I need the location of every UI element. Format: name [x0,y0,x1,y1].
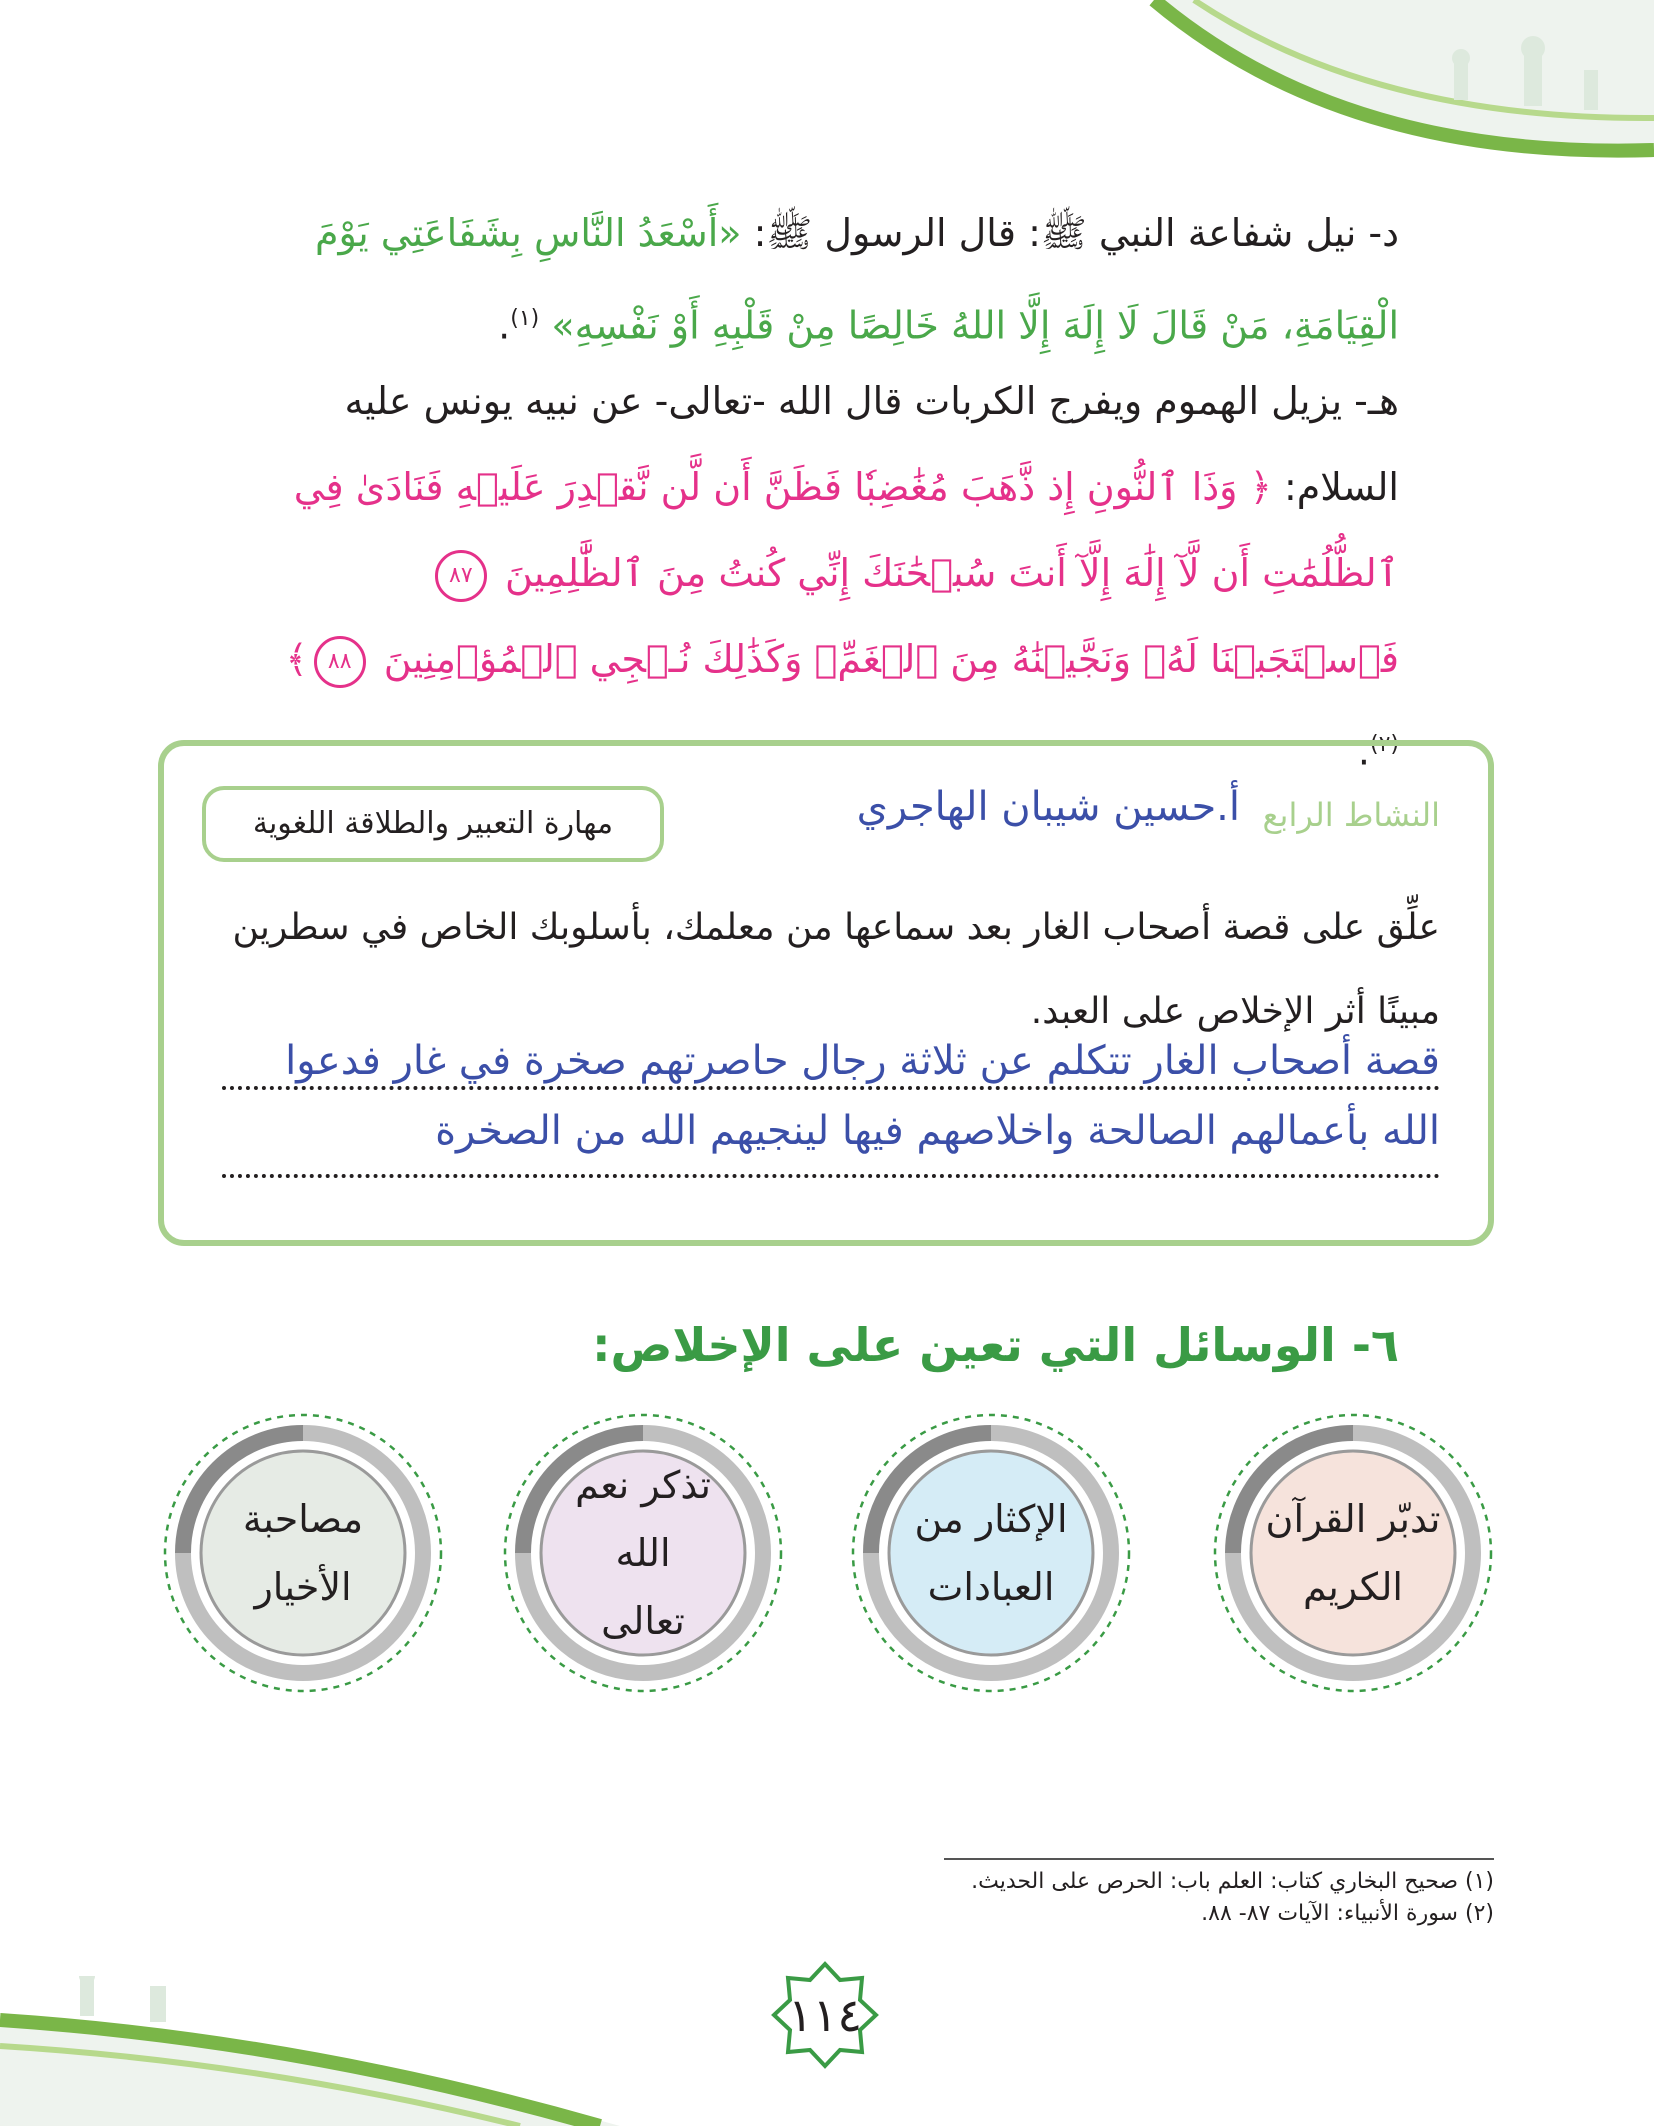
footnote-2: (٢) سورة الأنبياء: الآيات ٨٧- ٨٨. [1201,1901,1494,1926]
verse-number-87: ٨٧ [435,550,487,602]
footnote-1: (١) صحيح البخاري كتاب: العلم باب: الحرص على الحديث. [971,1869,1494,1894]
means-quran-line2: الكريم [1303,1565,1403,1609]
activity-title: النشاط الرابع [1262,796,1440,834]
paragraph-intercession [249,190,1399,369]
paragraph-relief [249,358,1399,795]
means-blessings-line1: تذكر نعم الله [575,1463,711,1575]
verse-close-bracket: ﴾ [285,637,308,681]
paragraph-d-prefix: د- نيل شفاعة النبي ﷺ: قال الرسول ﷺ: [741,211,1399,255]
means-label-blessings [543,1453,743,1653]
means-label-companions [203,1453,403,1653]
paragraph-d-end: . [498,303,511,348]
bottom-corner-decoration [0,1976,620,2126]
top-corner-decoration [1094,0,1654,190]
footnote-ref-1: (١) [510,306,540,331]
means-circle-companions [158,1408,448,1698]
verse-number-88: ٨٨ [314,636,366,688]
means-quran-line1: تدبّر القرآن [1265,1497,1441,1541]
student-name: أ.حسين شيبان الهاجري [856,784,1240,830]
means-worship-line2: العبادات [927,1565,1055,1609]
skill-badge: مهارة التعبير والطلاقة اللغوية [202,786,664,862]
answer-line-1 [222,1086,1440,1090]
activity-box [158,740,1494,1246]
answer-line-2 [222,1174,1440,1178]
verse-text-2: فَٱسۡتَجَبۡنَا لَهُۥ وَنَجَّيۡنَٰهُ مِنَ ٱلۡغَمِّۚ وَكَذَٰلِكَ نُـۨجِي ٱلۡمُؤۡمِنِينَ [383,637,1399,681]
means-circle-worship [846,1408,1136,1698]
answer-text-1[interactable]: قصة أصحاب الغار تتكلم عن ثلاثة رجال حاصرتهم صخرة في غار فدعوا [285,1038,1440,1084]
means-companions-line2: الأخيار [254,1565,352,1609]
section-heading: ٦- الوسائل التي تعين على الإخلاص: [592,1318,1399,1372]
footnotes [971,1866,1494,1930]
page-number: ١١٤ [787,1988,863,2042]
footnote-ref-2: (٢) [1369,732,1399,757]
paragraph-h-prefix: هـ- يزيل الهموم ويفرج الكربات قال الله -تعالى- عن نبيه يونس عليه السلام: [344,379,1399,509]
verse-text-1: ﴿ وَذَا ٱلنُّونِ إِذ ذَّهَبَ مُغَٰضِبٗا فَظَنَّ أَن لَّن نَّقۡدِرَ عَلَيۡهِ فَنَادَىٰ فِي ٱلظُّلُمَٰتِ أَن لَّآ إِلَٰهَ إِلَّآ أَنتَ سُبۡحَٰنَكَ إِنِّي كُنتُ مِنَ ٱلظَّٰلِمِينَ [293,465,1399,595]
means-label-worship [891,1453,1091,1653]
paragraph-h-end: . [1357,729,1370,774]
hadith-text: «أَسْعَدُ النَّاسِ بِشَفَاعَتِي يَوْمَ الْقِيَامَةِ، مَنْ قَالَ لَا إِلَهَ إِلَّا اللهُ خَالِصًا مِنْ قَلْبِهِ أَوْ نَفْسِهِ» [314,211,1399,348]
means-blessings-line2: تعالى [601,1599,685,1643]
answer-text-2[interactable]: الله بأعمالهم الصالحة واخلاصهم فيها لينجيهم الله من الصخرة [435,1108,1440,1154]
means-circle-quran [1208,1408,1498,1698]
means-circle-blessings [498,1408,788,1698]
means-worship-line1: الإكثار من [914,1497,1068,1541]
activity-instruction: علِّق على قصة أصحاب الغار بعد سماعها من معلمك، بأسلوبك الخاص في سطرين مبينًا أثر الإخلاص على العبد. [232,907,1440,1032]
means-companions-line1: مصاحبة [242,1497,364,1541]
footnote-divider [944,1858,1494,1860]
means-label-quran [1253,1453,1453,1653]
